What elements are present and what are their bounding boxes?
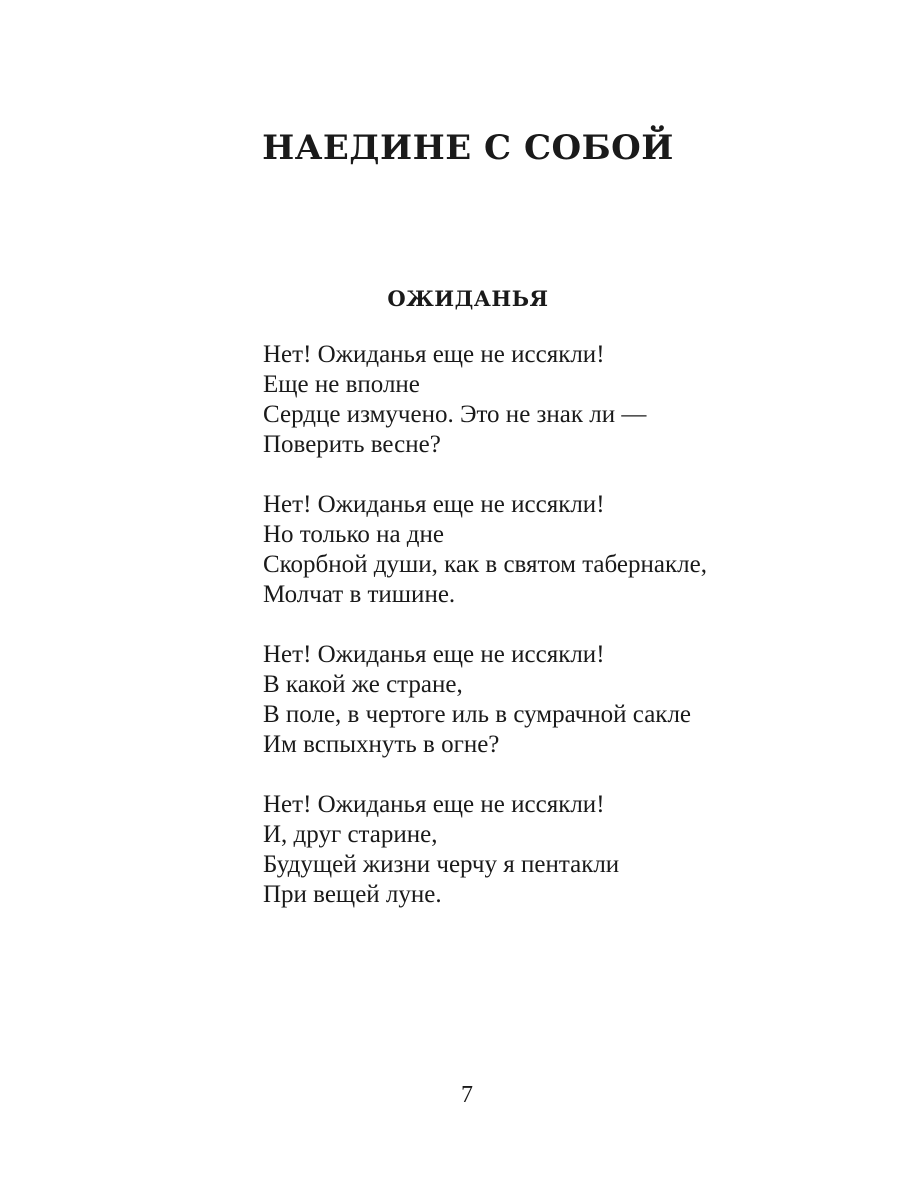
- page-number: 7: [461, 1082, 473, 1108]
- poem-line: Но только на дне: [263, 521, 444, 548]
- poem-line: В поле, в чертоге иль в сумрачной сакле: [263, 701, 692, 728]
- stanza-1: [263, 340, 823, 460]
- stanza-3: [263, 640, 823, 760]
- poem-title: ОЖИДАНЬЯ: [387, 286, 549, 311]
- poem-line: Сердце измучено. Это не знак ли —: [263, 401, 647, 428]
- poem-line: Еще не вполне: [263, 371, 420, 398]
- poem-line: Им вспыхнуть в огне?: [263, 731, 500, 758]
- section-title: НАЕДИНЕ С СОБОЙ: [262, 128, 674, 168]
- poem-line: Молчат в тишине.: [263, 581, 456, 608]
- poem-line: Поверить весне?: [263, 431, 441, 458]
- poem-line: Нет! Ожиданья еще не иссякли!: [263, 791, 605, 818]
- poem-line: При вещей луне.: [263, 881, 442, 908]
- poem-line: Нет! Ожиданья еще не иссякли!: [263, 341, 605, 368]
- poem-line: Нет! Ожиданья еще не иссякли!: [263, 491, 605, 518]
- stanza-2: [263, 490, 823, 610]
- poem-line: Нет! Ожиданья еще не иссякли!: [263, 641, 605, 668]
- stanza-4: [263, 790, 823, 910]
- poem-line: Скорбной души, как в святом табернакле,: [263, 551, 707, 578]
- poem-line: Будущей жизни черчу я пентакли: [263, 851, 620, 878]
- poem-line: В какой же стране,: [263, 671, 463, 698]
- poem-line: И, друг старине,: [263, 821, 438, 848]
- poem-body: [263, 340, 823, 940]
